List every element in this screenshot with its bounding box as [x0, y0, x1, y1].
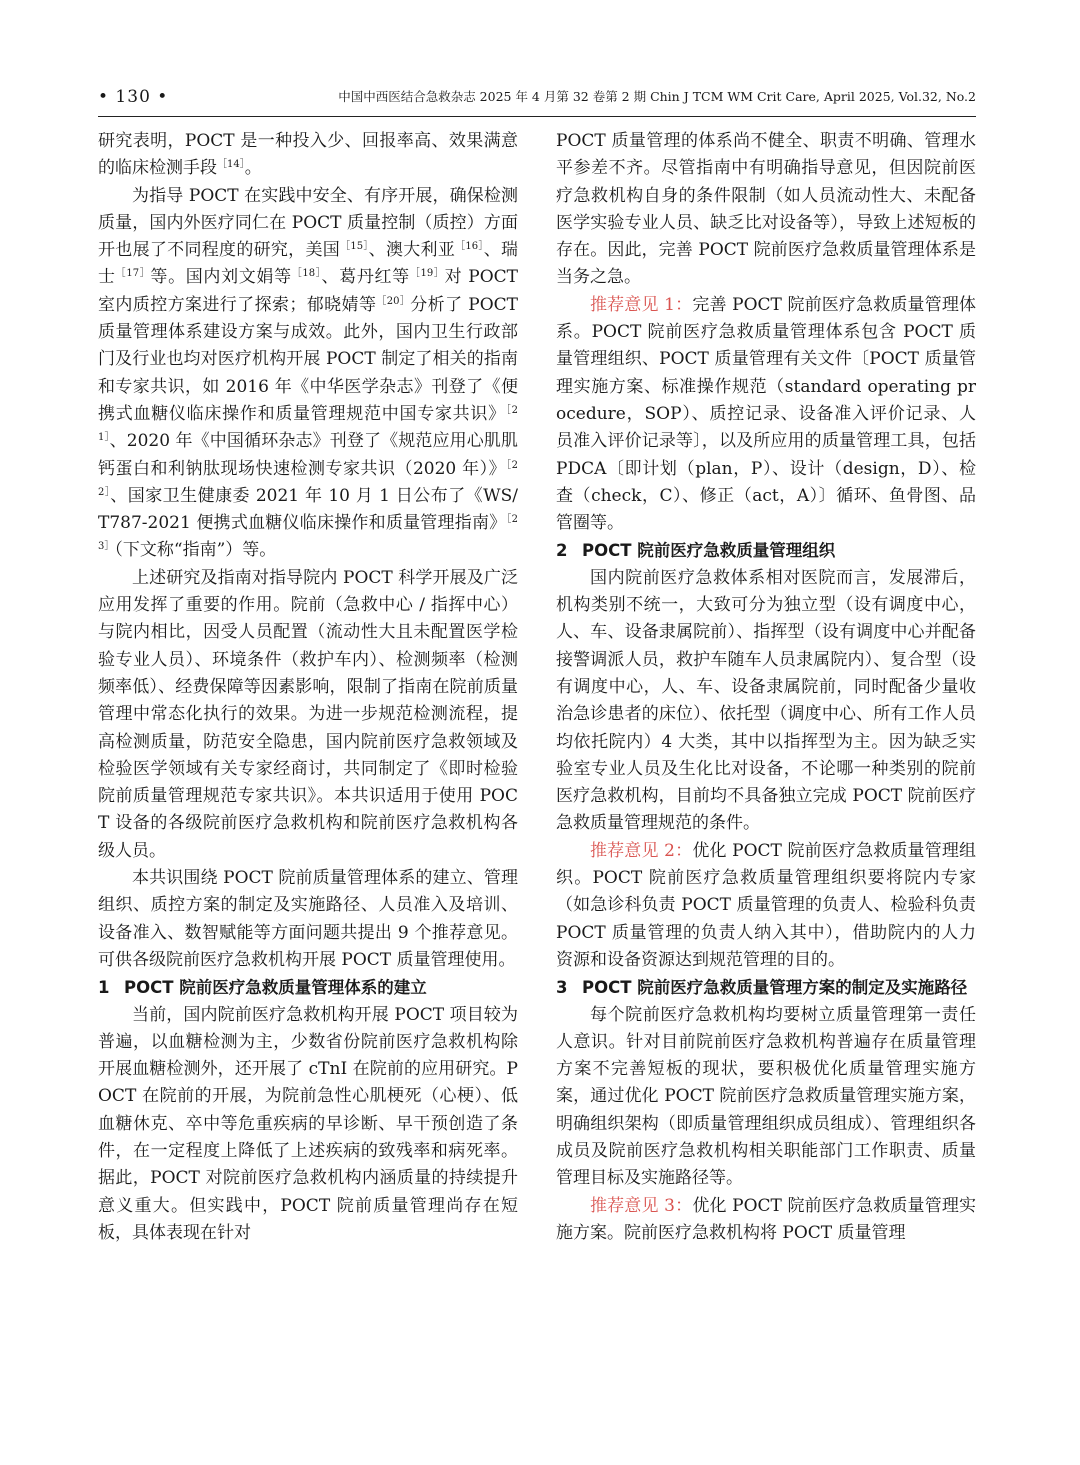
- paragraph: 每个院前医疗急救机构均要树立质量管理第一责任人意识。针对目前院前医疗急救机构普遍存在质量管理方案不完善短板的现状，要积极优化质量管理实施方案，通过优化 POCT 院前医疗急救质量管理实施方案，明确组织架构（即质量管理组织成员组成）、管理组织各成员及院前医疗急救机构相关职能部门工作职责、质量管理目标及实施路径等。: [556, 1004, 976, 1189]
- section-heading-3: [556, 974, 976, 1001]
- section-number: 2: [556, 541, 568, 561]
- paragraph: 当前，国内院前医疗急救机构开展 POCT 项目较为普遍，以血糖检测为主，少数省份院前医疗急救机构除开展血糖检测外，还开展了 cTnI 在院前的应用研究。POCT 在院前的开展，为院前急性心肌梗死（心梗）、低血糖休克、卒中等危重疾病的早诊断、早干预创造了条件，在一定程度上降低了上述疾病的致残率和病死率。据此，POCT 对院前医疗急救机构内涵质量的持续提升意义重大。但实践中，POCT 院前质量管理尚存在短板，具体表现在针对: [98, 1004, 518, 1243]
- section-title: POCT 院前医疗急救质量管理组织: [582, 541, 836, 561]
- recommendation-label: 推荐意见 1：: [590, 294, 693, 315]
- paragraph: 本共识围绕 POCT 院前质量管理体系的建立、管理组织、质控方案的制定及实施路径、人员准入及培训、设备准入、数智赋能等方面问题共提出 9 个推荐意见。可供各级院前医疗急救机构开展 POCT 质量管理使用。: [98, 868, 518, 970]
- recommendation-label: 推荐意见 2：: [590, 840, 693, 861]
- paragraph: 为指导 POCT 在实践中安全、有序开展，确保检测质量，国内外医疗同仁在 POCT 质量控制（质控）方面开也展了不同程度的研究，美国$^{[15]}$、澳大利亚$^{[16]}$、瑞士$^{[17]}$等。国内刘文娟等$^{[18]}$、葛丹红等$^{[19]}$对 POCT 室内质控方案进行了探索；郁晓婧等$^{[20]}$分析了 POCT 质量管理体系建设方案与成效。此外，国内卫生行政部门及行业也均对医疗机构开展 POCT 制定了相关的指南和专家共识，如 2016 年《中华医学杂志》刊登了《便携式血糖仪临床操作和质量管理规范中国专家共识》$^{[21]}$、2020 年《中国循环杂志》刊登了《规范应用心肌肌钙蛋白和利钠肽现场快速检测专家共识（2020 年）》$^{[22]}$、国家卫生健康委 2021 年 10 月 1 日公布了《WS/T787-2021 便携式血糖仪临床操作和质量管理指南》$^{[23]}$（下文称“指南”）等。: [98, 185, 519, 561]
- recommendation-3: 推荐意见 3：优化 POCT 院前医疗急救质量管理实施方案。院前医疗急救机构将 POCT 质量管理: [556, 1195, 976, 1243]
- reference-mark: ［20］: [376, 295, 411, 307]
- paragraph: 研究表明，POCT 是一种投入少、回报率高、效果满意的临床检测手段$^{[14]}$。: [98, 131, 518, 179]
- section-title: POCT 院前医疗急救质量管理体系的建立: [124, 978, 427, 998]
- recommendation-2: 推荐意见 2：优化 POCT 院前医疗急救质量管理组织。POCT 院前医疗急救质量管理组织要将院内专家（如急诊科负责 POCT 质量管理的负责人、检验科负责 POCT 质量管理的负责人纳入其中），借助院内的人力资源和设备资源达到规范管理的目的。: [556, 840, 976, 970]
- right-column: [556, 128, 976, 1247]
- reference-mark: ［17］: [115, 268, 151, 280]
- reference-mark: ［18］: [291, 268, 322, 280]
- reference-mark: ［21］: [98, 404, 518, 444]
- running-header: [98, 86, 976, 117]
- reference-mark: ［14］: [217, 159, 245, 171]
- section-heading-2: [556, 537, 976, 564]
- page-number: • 130 •: [98, 87, 169, 107]
- journal-citation: 中国中西医结合急救杂志 2025 年 4 月第 32 卷第 2 期 Chin J TCM WM Crit Care, April 2025, Vol.32, No.2: [338, 89, 976, 104]
- reference-mark: ［16］: [455, 241, 484, 253]
- recommendation-label: 推荐意见 3：: [590, 1195, 693, 1216]
- paragraph: 上述研究及指南对指导院内 POCT 科学开展及广泛应用发挥了重要的作用。院前（急救中心 / 指挥中心）与院内相比，因受人员配置（流动性大且未配置医学检验专业人员）、环境条件（救护车内）、检测频率（检测频率低）、经费保障等因素影响，限制了指南在院前质量管理中常态化执行的效果。为进一步规范检测流程，提高检测质量，防范安全隐患，国内院前医疗急救领域及检验医学领域有关专家经商讨，共同制定了《即时检验院前质量管理规范专家共识》。本共识适用于使用 POCT 设备的各级院前医疗急救机构和院前医疗急救机构各级人员。: [98, 567, 518, 861]
- section-heading-1: [98, 974, 518, 1001]
- reference-mark: ［19］: [409, 268, 445, 280]
- recommendation-1: 推荐意见 1：完善 POCT 院前医疗急救质量管理体系。POCT 院前医疗急救质量管理体系包含 POCT 质量管理组织、POCT 质量管理有关文件〔POCT 质量管理实施方案、标准操作规范（standard operating procedure，SOP）、质控记录、设备准入评价记录、人员准入评价记录等〕，以及所应用的质量管理工具，包括 PDCA〔即计划（plan，P）、设计（design，D）、检查（check，C）、修正（act，A）〕循环、鱼骨图、品管圈等。: [556, 294, 976, 534]
- reference-mark: ［15］: [340, 241, 369, 253]
- left-column: [98, 128, 518, 1247]
- reference-mark: ［22］: [98, 459, 518, 498]
- section-number: 3: [556, 978, 568, 998]
- paragraph: 国内院前医疗急救体系相对医院而言，发展滞后，机构类别不统一，大致可分为独立型（设有调度中心，人、车、设备隶属院前）、指挥型（设有调度中心并配备接警调派人员，救护车随车人员隶属院内）、复合型（设有调度中心，人、车、设备隶属院前，同时配备少量收治急诊患者的床位）、依托型（调度中心、所有工作人员均依托院内）4 大类，其中以指挥型为主。因为缺乏实验室专业人员及生化比对设备，不论哪一种类别的院前医疗急救机构，目前均不具备独立完成 POCT 院前医疗急救质量管理规范的条件。: [556, 567, 976, 834]
- reference-mark: ［23］: [98, 514, 518, 553]
- section-number: 1: [98, 978, 110, 998]
- paragraph: POCT 质量管理的体系尚不健全、职责不明确、管理水平参差不齐。尽管指南中有明确指导意见，但因院前医疗急救机构自身的条件限制（如人员流动性大、未配备医学实验专业人员、缺乏比对设备等），导致上述短板的存在。因此，完善 POCT 院前医疗急救质量管理体系是当务之急。: [556, 131, 976, 288]
- section-title: POCT 院前医疗急救质量管理方案的制定及实施路径: [582, 978, 968, 998]
